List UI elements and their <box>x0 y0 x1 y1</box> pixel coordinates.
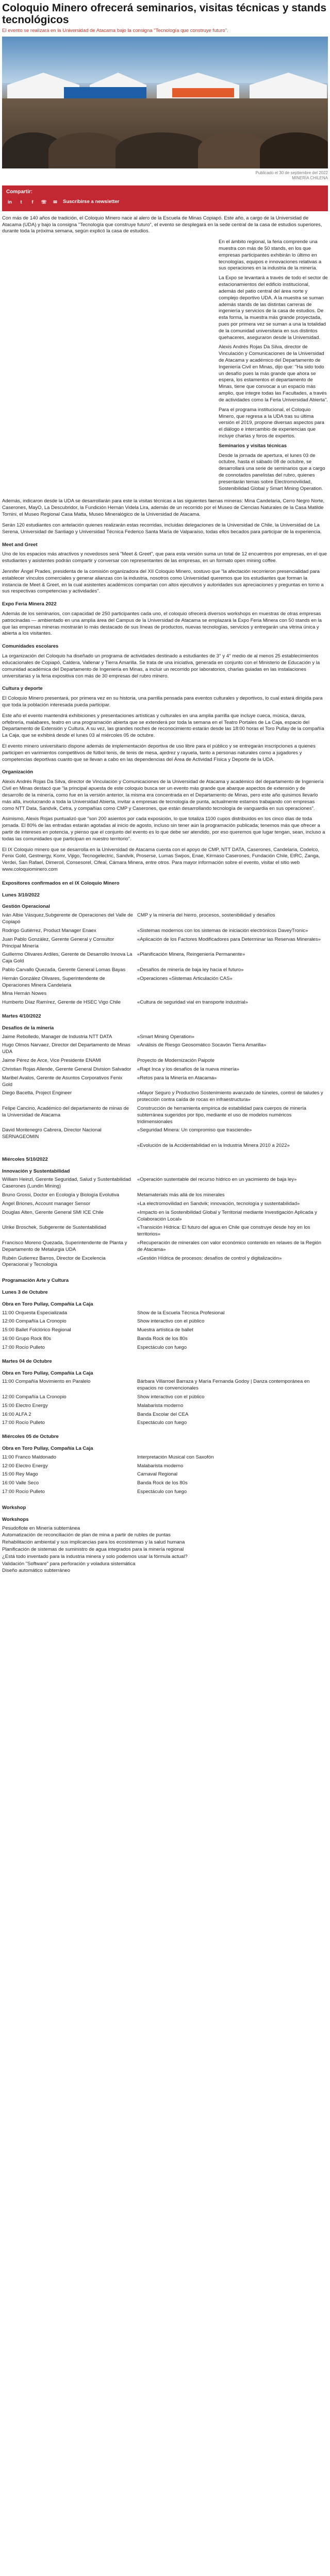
table-row <box>2 967 328 974</box>
row-topic <box>137 991 328 997</box>
twitter-icon[interactable]: t <box>20 199 22 205</box>
table-row <box>2 1336 328 1343</box>
row-topic: «Evolución de la Accidentabilidad en la Industria Minera 2010 a 2022» <box>137 1143 290 1149</box>
row-speaker: 11:00 Orquesta Especializada <box>2 1310 68 1316</box>
agenda-title: Expositores confirmados en el IX Coloquio Minero <box>2 880 120 886</box>
article-page <box>0 2 330 1581</box>
table-row <box>2 1225 328 1238</box>
row-topic: Espectáculo con fuego <box>137 1489 187 1495</box>
table-row <box>2 1489 328 1496</box>
table-row <box>2 1192 328 1199</box>
row-speaker: Ángel Briones, Account manager Sensor <box>2 1200 91 1207</box>
row-topic: «Retos para la Minería en Atacama» <box>137 1075 217 1081</box>
row-speaker: 11:00 Franco Maldonado <box>2 1454 56 1460</box>
agenda-table <box>2 912 328 1008</box>
paragraph: El Coloquio Minero presentará, por primera vez en su historia, una parrilla pensada para eventos culturales y deportivos, lo cual estará dirigida para que toda la población interesada pueda participar. <box>2 696 323 708</box>
row-speaker: Jaime Rebolledo, Manager de Industria NTT DATA <box>2 1033 112 1040</box>
table-row <box>2 912 328 926</box>
agenda-day: Martes 4/10/2022 <box>2 1013 41 1020</box>
table-row <box>2 928 328 935</box>
row-speaker: Pablo Carvallo Quezada, Gerente General Lomas Bayas <box>2 967 126 973</box>
photo-credit: MINERÍA CHILENA <box>292 176 328 181</box>
table-row <box>2 991 328 997</box>
side-column <box>219 239 328 495</box>
row-speaker: 17:00 Rocío Pulleto <box>2 1344 45 1350</box>
table-row <box>2 1256 328 1269</box>
table-row <box>2 1106 328 1125</box>
row-topic: Show interactivo con el público <box>137 1394 205 1400</box>
table-row <box>2 937 328 950</box>
row-speaker: Diego Bacetta, Project Engineer <box>2 1090 72 1096</box>
row-topic: Espectáculo con fuego <box>137 1344 187 1350</box>
row-topic: «Rapt Inca y los desafíos de la nueva minería» <box>137 1066 240 1072</box>
row-speaker: Douglas Alten, Gerente General SMI ICE Chile <box>2 1209 104 1215</box>
table-row <box>2 1240 328 1253</box>
program-venue: Obra en Toro Pullay, Compañía La Caja <box>2 1301 93 1307</box>
program-table <box>2 1379 328 1429</box>
workshop-list <box>2 1526 328 1575</box>
table-row <box>2 1394 328 1401</box>
paragraph: Alexis Andrés Rojas Da Silva, director de Vinculación y Comunicaciones de la Universidad de Atacama y académico del departamento de Ingeniería Civil en Minas destacó que "la principal apuesta de este coloquio busca ser un evento más grande que abarque aspectos de extensión y de desarrollo de la minería, como fue en la versión anterior, la misma era concentrada en el Departamento de Minas, pero este año quisimos llevarlo más allá, involucrando a toda la Universidad Abierta, invitar a empresas de tecnología de punta, actualmente estamos trabajando con empresas como NTT Data, Sandvik, Cetra, y compañías como CMP y Caserones, que están desarrollando tecnología de vanguardia en sus operaciones". <box>2 779 324 811</box>
section-heading: Meet and Greet <box>2 541 38 548</box>
row-speaker: 12:00 Electro Energy <box>2 1463 48 1469</box>
row-topic: CMP y la minería del hierro, procesos, sostenibilidad y desafíos <box>137 912 275 919</box>
table-row <box>2 1420 328 1427</box>
row-speaker: Guillermo Olivares Ardiles, Gerente de Desarrollo Innova La Caja Gold <box>2 952 133 964</box>
row-topic: «Desafíos de minería de baja ley hacia el futuro» <box>137 967 244 973</box>
row-topic: «Cultura de seguridad vial en transporte industrial» <box>137 999 248 1006</box>
table-row <box>2 1042 328 1056</box>
section-heading: Expo Feria Minera 2022 <box>2 601 57 607</box>
row-topic: «Análisis de Riesgo Geosomático Socavón Tierra Amarilla» <box>137 1042 267 1048</box>
row-speaker: 15:00 Ballet Folclórico Regional <box>2 1327 71 1333</box>
row-topic: «La electromovilidad en Sandvik; innovación, tecnología y sustentabilidad» <box>137 1200 300 1207</box>
table-row <box>2 1318 328 1325</box>
program-day: Martes 04 de Octubre <box>2 1358 52 1364</box>
linkedin-icon[interactable]: in <box>8 199 12 205</box>
row-topic: Malabarista moderno <box>137 1463 184 1469</box>
table-row <box>2 1058 328 1064</box>
row-speaker: 15:00 Rey Mago <box>2 1471 38 1478</box>
list-item: Rehabilitación ambiental y sus implicancias para los ecosistemas y la salud humana <box>2 1539 185 1546</box>
paragraph: Además de los seminarios, con capacidad de 250 participantes cada uno, el coloquio ofrecerá diversos workshops en muestras de otras empresas patrocinadas — ambientado en una amplia área del Campus de la Universidad de Atacama se emplazará la Expo Feria Minera con 50 stands en la que las empresas mineras mostrarán lo más destacado de sus líneas de productos, nuevas tecnologías, servicios y entregarán una vitrina única y abierta a los visitantes. <box>2 611 322 637</box>
agenda-section: Innovación y Sustentabilidad <box>2 1168 70 1174</box>
row-topic: Show interactivo con el público <box>137 1318 205 1325</box>
row-topic: «Aplicación de los Factores Modificadores para Determinar las Reservas Minerales» <box>137 936 321 942</box>
row-topic: Malabarista moderno <box>137 1402 184 1409</box>
share-bar <box>2 185 328 211</box>
section-heading: Cultura y deporte <box>2 686 43 692</box>
row-speaker: Francisco Moreno Quezada, Superintendente de Planta y Departamento de Metalurgia UDA <box>2 1240 127 1252</box>
row-speaker: Ulrike Broschek, Subgerente de Sustentabilidad <box>2 1225 106 1231</box>
row-speaker: Hugo Olmos Narvaez, Director del Departamento de Minas UDA <box>2 1042 130 1055</box>
row-speaker: David Montenegro Cabrera, Director Nacional SERNAGEOMIN <box>2 1127 102 1140</box>
row-speaker: 16:00 Grupo Rock 80s <box>2 1336 52 1342</box>
row-topic: Banda Rock de los 80s <box>137 1480 188 1486</box>
paragraph: Asimismo, Alexis Rojas puntualizó que "son 200 asientos por cada exposición, lo que totaliza 1100 cupos distribuidos en los cinco días de toda jornada. El 80% de las entradas estarán agotadas al inicio de agosto, incluso sin tener aún la programación publicada; tenemos más que ofrecer a partir de intereses en potencia, y pienso que el conjunto del evento es lo que debe ser atendido, por eso queremos que lugar tengan, sean, incluso a todas las comunidades que participan en nuestro territorio". <box>2 816 325 842</box>
table-row <box>2 1066 328 1073</box>
table-row <box>2 1412 328 1418</box>
list-item: Automatización de reconciliación de plan de mina a partir de rubles de puntas <box>2 1532 171 1538</box>
row-speaker: Jaime Pérez de Arce, Vice Presidente ENAMI <box>2 1058 102 1064</box>
section-heading: Seminarios y visitas técnicas <box>219 443 287 449</box>
program-day: Miércoles 05 de Octubre <box>2 1434 59 1440</box>
row-speaker: Maribel Avalos, Gerente de Asuntos Corporativos Fenix Gold <box>2 1075 123 1088</box>
row-speaker: Humberto Díaz Ramírez, Gerente de HSEC Vigo Chile <box>2 999 121 1006</box>
paragraph: Para el programa institucional, el Coloquio Minero, que regresa a la UDA tras su última versión el 2019, propone diversas aspectos para el diálogo e intercambio de experiencias que incluye charlas y foros de expertos. <box>219 406 324 439</box>
table-row <box>2 1454 328 1461</box>
list-item: Pesudoflote en Minería subterránea <box>2 1525 80 1531</box>
row-speaker: Hernán González Olivares, Superintendente de Operaciones Minera Candelaria <box>2 975 105 988</box>
row-topic: «Operación sustentable del recurso hídrico en un yacimiento de baja ley» <box>137 1177 297 1183</box>
list-item: Planificación de sistemas de suministro de agua integrados para la minería regional <box>2 1546 184 1552</box>
table-row <box>2 999 328 1006</box>
agenda-table <box>2 1034 328 1151</box>
row-speaker: William Heinzl, Gerente Seguridad, Salud y Sustentabilidad Caserones (Lundin Mining) <box>2 1177 131 1190</box>
list-item: Validación "Software" para perforación y voladura sistemática <box>2 1561 136 1567</box>
article-headline: Coloquio Minero ofrecerá seminarios, visitas técnicas y stands tecnológicos <box>2 2 327 26</box>
row-topic: Banda Rock de los 80s <box>137 1336 188 1342</box>
row-speaker: 11:00 Compañía Movimiento en Paralelo <box>2 1379 91 1385</box>
article-photo <box>2 37 328 168</box>
row-speaker <box>2 1143 137 1149</box>
table-row <box>2 1310 328 1317</box>
table-row <box>2 1480 328 1487</box>
table-row <box>2 1403 328 1410</box>
row-speaker: Bruno Grossi, Doctor en Ecología y Biología Evolutiva <box>2 1192 120 1198</box>
list-item: ¿Está todo inventado para la industria minera y solo podemos usar la fórmula actual? <box>2 1553 188 1560</box>
agenda-section: Gestión Operacional <box>2 904 50 910</box>
row-speaker: 17:00 Rocío Pulleto <box>2 1420 45 1426</box>
table-row <box>2 1379 328 1392</box>
workshop-subtitle: Workshops <box>2 1516 29 1522</box>
paragraph: Con más de 140 años de tradición, el Coloquio Minero nace al alero de la Escuela de Minas Copiapó. Este año, a cargo de la Universidad de Atacama (UDA) y bajo la consigna "Tecnología que construye futuro", el evento se desplegará en la sede central de la casa de estudios superiores, durante toda la próxima semana, según explicó la casa de estudios. <box>2 215 322 234</box>
publish-date: Publicado el 30 de septiembre del 2022 <box>255 171 328 175</box>
row-speaker: 16:00 ALFA 2 <box>2 1411 31 1417</box>
row-topic: Carnaval Regional <box>137 1471 178 1478</box>
row-topic: «Planificación Minera, Reingeniería Permanente» <box>137 952 245 958</box>
paragraph: Uno de los espacios más atractivos y novedosos será "Meet & Greet", que para esta versión suma un total de 12 encuentros por empresas, en el que estudiantes y asistentes podrán compartir y conversar con representantes de las empresas, en un formato open mining coffee. <box>2 551 327 564</box>
row-topic: «Smart Mining Operation» <box>137 1033 194 1040</box>
section-heading: Comunidades escolares <box>2 643 59 650</box>
email-icon[interactable]: ✉ <box>53 199 57 205</box>
row-topic: Show de la Escuela Técnica Profesional <box>137 1310 225 1316</box>
list-item: Diseño automático subterráneo <box>2 1568 71 1574</box>
table-row <box>2 1471 328 1478</box>
table-row <box>2 1201 328 1208</box>
row-topic: Banda Escolar del CEA <box>137 1411 189 1417</box>
program-table <box>2 1454 328 1498</box>
agenda-day: Miércoles 5/10/2022 <box>2 1156 48 1162</box>
paragraph: Este año el evento mantendrá exhibiciones y presentaciones artísticas y culturales en una amplia parrilla que incluye cueca, música, danza, orfebrería, malabares, teatro en una programación abierta que se extenderá por toda la semana en el Teatro Portales de La Caja, espacio del Departamento de Extensión y Cultura. A su vez, las grandes noches de reconocimiento estarán desde las 18:00 horas el Toro Pullay de la compañía La Caja, que se exhibirá desde el lunes 03 al miércoles 05 de octubre. <box>2 713 324 739</box>
table-row <box>2 1345 328 1351</box>
article-body <box>2 215 328 1581</box>
row-topic: Metamaterials más allá de los minerales <box>137 1192 225 1198</box>
facebook-icon[interactable]: f <box>31 199 34 205</box>
row-speaker: Rodrigo Gutiérrez, Product Manager Enaex <box>2 927 96 934</box>
table-row <box>2 1327 328 1334</box>
row-topic: «Recuperación de minerales con valor económico contenido en relaves de la Región de Atacama» <box>137 1240 321 1252</box>
row-speaker: Mina Hernán Nowes <box>2 991 47 997</box>
row-speaker: 12:00 Compañía La Cronopio <box>2 1318 67 1325</box>
table-row <box>2 1463 328 1470</box>
row-topic: «Seguridad Minera: Un compromiso que trasciende» <box>137 1127 252 1133</box>
table-row <box>2 1177 328 1190</box>
workshop-title: Workshop <box>2 1504 26 1511</box>
row-topic: «Sistemas modernos con los sistemas de iniciación electrónicos DaveyTronic» <box>137 927 308 934</box>
table-row <box>2 952 328 965</box>
paragraph: Desde la jornada de apertura, el lunes 03 de octubre, hasta el sábado 08 de octubre, se desarrollará una serie de seminarios que a cargo de connotados panelistas del rubro, quienes presentarán temas sobre Electromovilidad, Sostenibilidad Global y Smart Mining Operation. <box>219 452 325 492</box>
row-speaker: 12:00 Compañía La Cronopio <box>2 1394 67 1400</box>
agenda-table <box>2 1177 328 1270</box>
paragraph: El evento minero universitario dispone además de implementación deportiva de uso libre para el público y se entregarán inscripciones a quienes participen en varimientos competitivos de fútbol tenis, de tenis de mesa, ajedrez y rayuela, tanto a personas naturales como a jugadores y competencias deportivas cuanto que se llevan a cabo en las dependencias del Área de Actividad Física y Deporte de la UDA. <box>2 743 316 762</box>
table-row <box>2 1090 328 1104</box>
paragraph: Alexis Andrés Rojas Da Silva, director de Vinculación y Comunicaciones de la Universidad de Atacama y académico del Departamento de Ingeniería Civil en Minas, dijo que: "Ha sido todo un desafío pues la más grande que ahora se espera, los estamentos el departamento de Minas, tiene que convocar a un espacio más amplio, que integre todas las Facultades, a través de actividades como la Feria Universidad Abierta". <box>219 344 328 403</box>
row-topic: Interpretación Musical con Saxofón <box>137 1454 214 1460</box>
table-row <box>2 976 328 989</box>
article-lead: El evento se realizará en la Universidad de Atacama bajo la consigna "Tecnología que construye futuro". <box>2 28 228 34</box>
table-row <box>2 1075 328 1089</box>
program-venue: Obra en Toro Pullay, Compañía La Caja <box>2 1370 93 1376</box>
paragraph: Serán 120 estudiantes con antelación quienes realizarán estas recorridas, incluidas delegaciones de la Universidad de Chile, la Universidad de La Serena, Universidad de Santiago y Universidad Técnica Federico Santa María de Valparaíso, todas ellos becados para participar de la experiencia. <box>2 522 322 535</box>
table-row <box>2 1210 328 1223</box>
photo-caption <box>255 171 328 181</box>
row-topic: Espectáculo con fuego <box>137 1420 187 1426</box>
row-speaker: Iván Albie Vásquez,Subgerente de Operaciones del Valle de Copiapó <box>2 912 133 925</box>
whatsapp-icon[interactable]: ☏ <box>41 199 47 205</box>
paragraph: Jennifer Ángel Prades, presidenta de la comisión organizadora del XII Coloquio Minero, sostuvo que "la afectación recorrieron presencialidad para establecer vínculos comerciales y generar alianzas con la industria, nosotros como Universidad queremos que los estudiantes que forman la instancia de Meet & Greet, en la cual asistentes académicos compartan con altos ejecutivos y autoridades sus apreciaciones y preguntas en torno a sus respectivas competencias y actividades". <box>2 568 324 595</box>
row-topic: Bárbara Villarroel Barraza y María Fernanda Godoy | Danza contemporánea en espacios no convencionales <box>137 1379 310 1392</box>
paragraph: Además, indicaron desde la UDA se desarrollarán para este la visitas técnicas a las siguientes faenas mineras: Mina Candelaria, Cerro Negro Norte, Caserones, MayO, La Descubridor, la Fundición Hernán Videla Lira, además de un recorrido por el Museo de Ciencias Naturales de la Casa Matilde Tornini, el Museo Regional Casa Matta, Museo Mineralógico de la Universidad de Atacama. <box>2 498 325 518</box>
row-speaker: Rubén Gutierrez Barros, Director de Excelencia Operacional y Tecnología <box>2 1255 106 1268</box>
row-speaker: 16:00 Valle Seco <box>2 1480 39 1486</box>
table-row <box>2 1127 328 1141</box>
row-topic: Construcción de herramienta empírica de estabilidad para cuerpos de minería subterránea sugeridos por tipo, mediante el uso de modelos numéricos tridimensionales <box>137 1105 306 1125</box>
row-speaker: Felipe Cancino, Académico del departamento de minas de la Universidad de Atacama <box>2 1105 129 1118</box>
row-topic: Muestra artística de ballet <box>137 1327 193 1333</box>
table-row <box>2 1034 328 1041</box>
share-title: Compartir: <box>6 189 33 195</box>
agenda-day: Lunes 3/10/2022 <box>2 892 40 898</box>
row-topic: Proyecto de Modernización Paipote <box>137 1058 214 1064</box>
row-topic: «Operaciones «Sistemas Articulación CAS» <box>137 975 233 981</box>
row-speaker: 17:00 Rocío Pulleto <box>2 1489 45 1495</box>
program-venue: Obra en Toro Pullay, Compañía La Caja <box>2 1446 93 1452</box>
paragraph: El IX Coloquio minero que se desarrolla en la Universidad de Atacama cuenta con el apoyo de CMP, NTT DATA, Caserones, Candelaria, Codelco, Fenix Gold, Gestnergy, Komr, Vijigo, Tecnogelectric, Sandvik, Proserse, Lumas Swpos, Enae, Kirmaso Caserones, Fundación Chile, EtRC, Zanga, Verdei, San Rafael, Dimeroil, Consesorel, Cifeal, Cámara Minera, entre otros. Para mayor información sobre el evento, visitar el sitio web www.coloquiominero.com <box>2 846 320 873</box>
paragraph: La organización del Coloquio ha diseñado un programa de actividades destinado a estudiantes de 3° y 4° medio de al menos 25 establecimientos educacionales de Copiapó, Caldera, Vallenar y Tierra Amarilla. Se trata de una iniciativa, generada en conjunto con el Ministerio de Educación y la comunidad académica del Departamento de Ingeniería en Minas, a incluir un recorrido por laboratorios, charlas guiadas en las instalaciones universitarias y la feria expositiva con más de 30 empresas del rubro minero. <box>2 653 320 679</box>
row-topic: «Gestión Hídrica de procesos: desafíos de control y digitalización» <box>137 1255 282 1261</box>
program-table <box>2 1310 328 1353</box>
paragraph: En el ámbito regional, la feria comprende una muestra con más de 50 stands, en los que empresas participantes exhibirán lo último en tecnologías, equipos e innovaciones relativas a sus operaciones en la industria de la minería. <box>219 239 322 272</box>
row-speaker: Christian Rojas Allende, Gerente General Division Salvador <box>2 1066 131 1072</box>
row-speaker: Juan Pablo González, Gerente General y Consultor Principal Minería <box>2 936 114 949</box>
paragraph: La Expo se levantará a través de todo el sector de estacionamientos del edificio institucional, además del patio central del área norte y complejo deportivo UDA. A la muestra se suman además stands de las distintas carreras de ingeniería y servicios de la casa de estudios. De esta forma, la muestra más grande proyectada, pues por primera vez se suman a una la totalidad de la comunidad universitaria en sus distintos quehaceres, aseguraron desde la Universidad. <box>219 275 328 341</box>
row-topic: «Transición Hídrica: El futuro del agua en Chile que construye desde hoy en los territorios» <box>137 1225 310 1238</box>
table-row <box>2 1143 328 1149</box>
program-day: Lunes 3 de Octubre <box>2 1290 48 1296</box>
row-topic: «Mayor Seguro y Productivo Sostenimiento avanzado de túneles, control de taludes y protección contra caída de rocas en infraestructura» <box>137 1090 323 1103</box>
row-topic: «Impacto en la Sostenibilidad Global y Territorial mediante Investigación Aplicada y Colaboración Local» <box>137 1209 317 1222</box>
row-speaker: 15:00 Electro Energy <box>2 1402 48 1409</box>
section-heading: Organización <box>2 769 34 775</box>
subscribe-newsletter-link[interactable]: Suscribirse a newsletter <box>63 198 120 205</box>
program-title: Programación Arte y Cultura <box>2 1278 69 1284</box>
agenda-section: Desafíos de la minería <box>2 1025 54 1031</box>
